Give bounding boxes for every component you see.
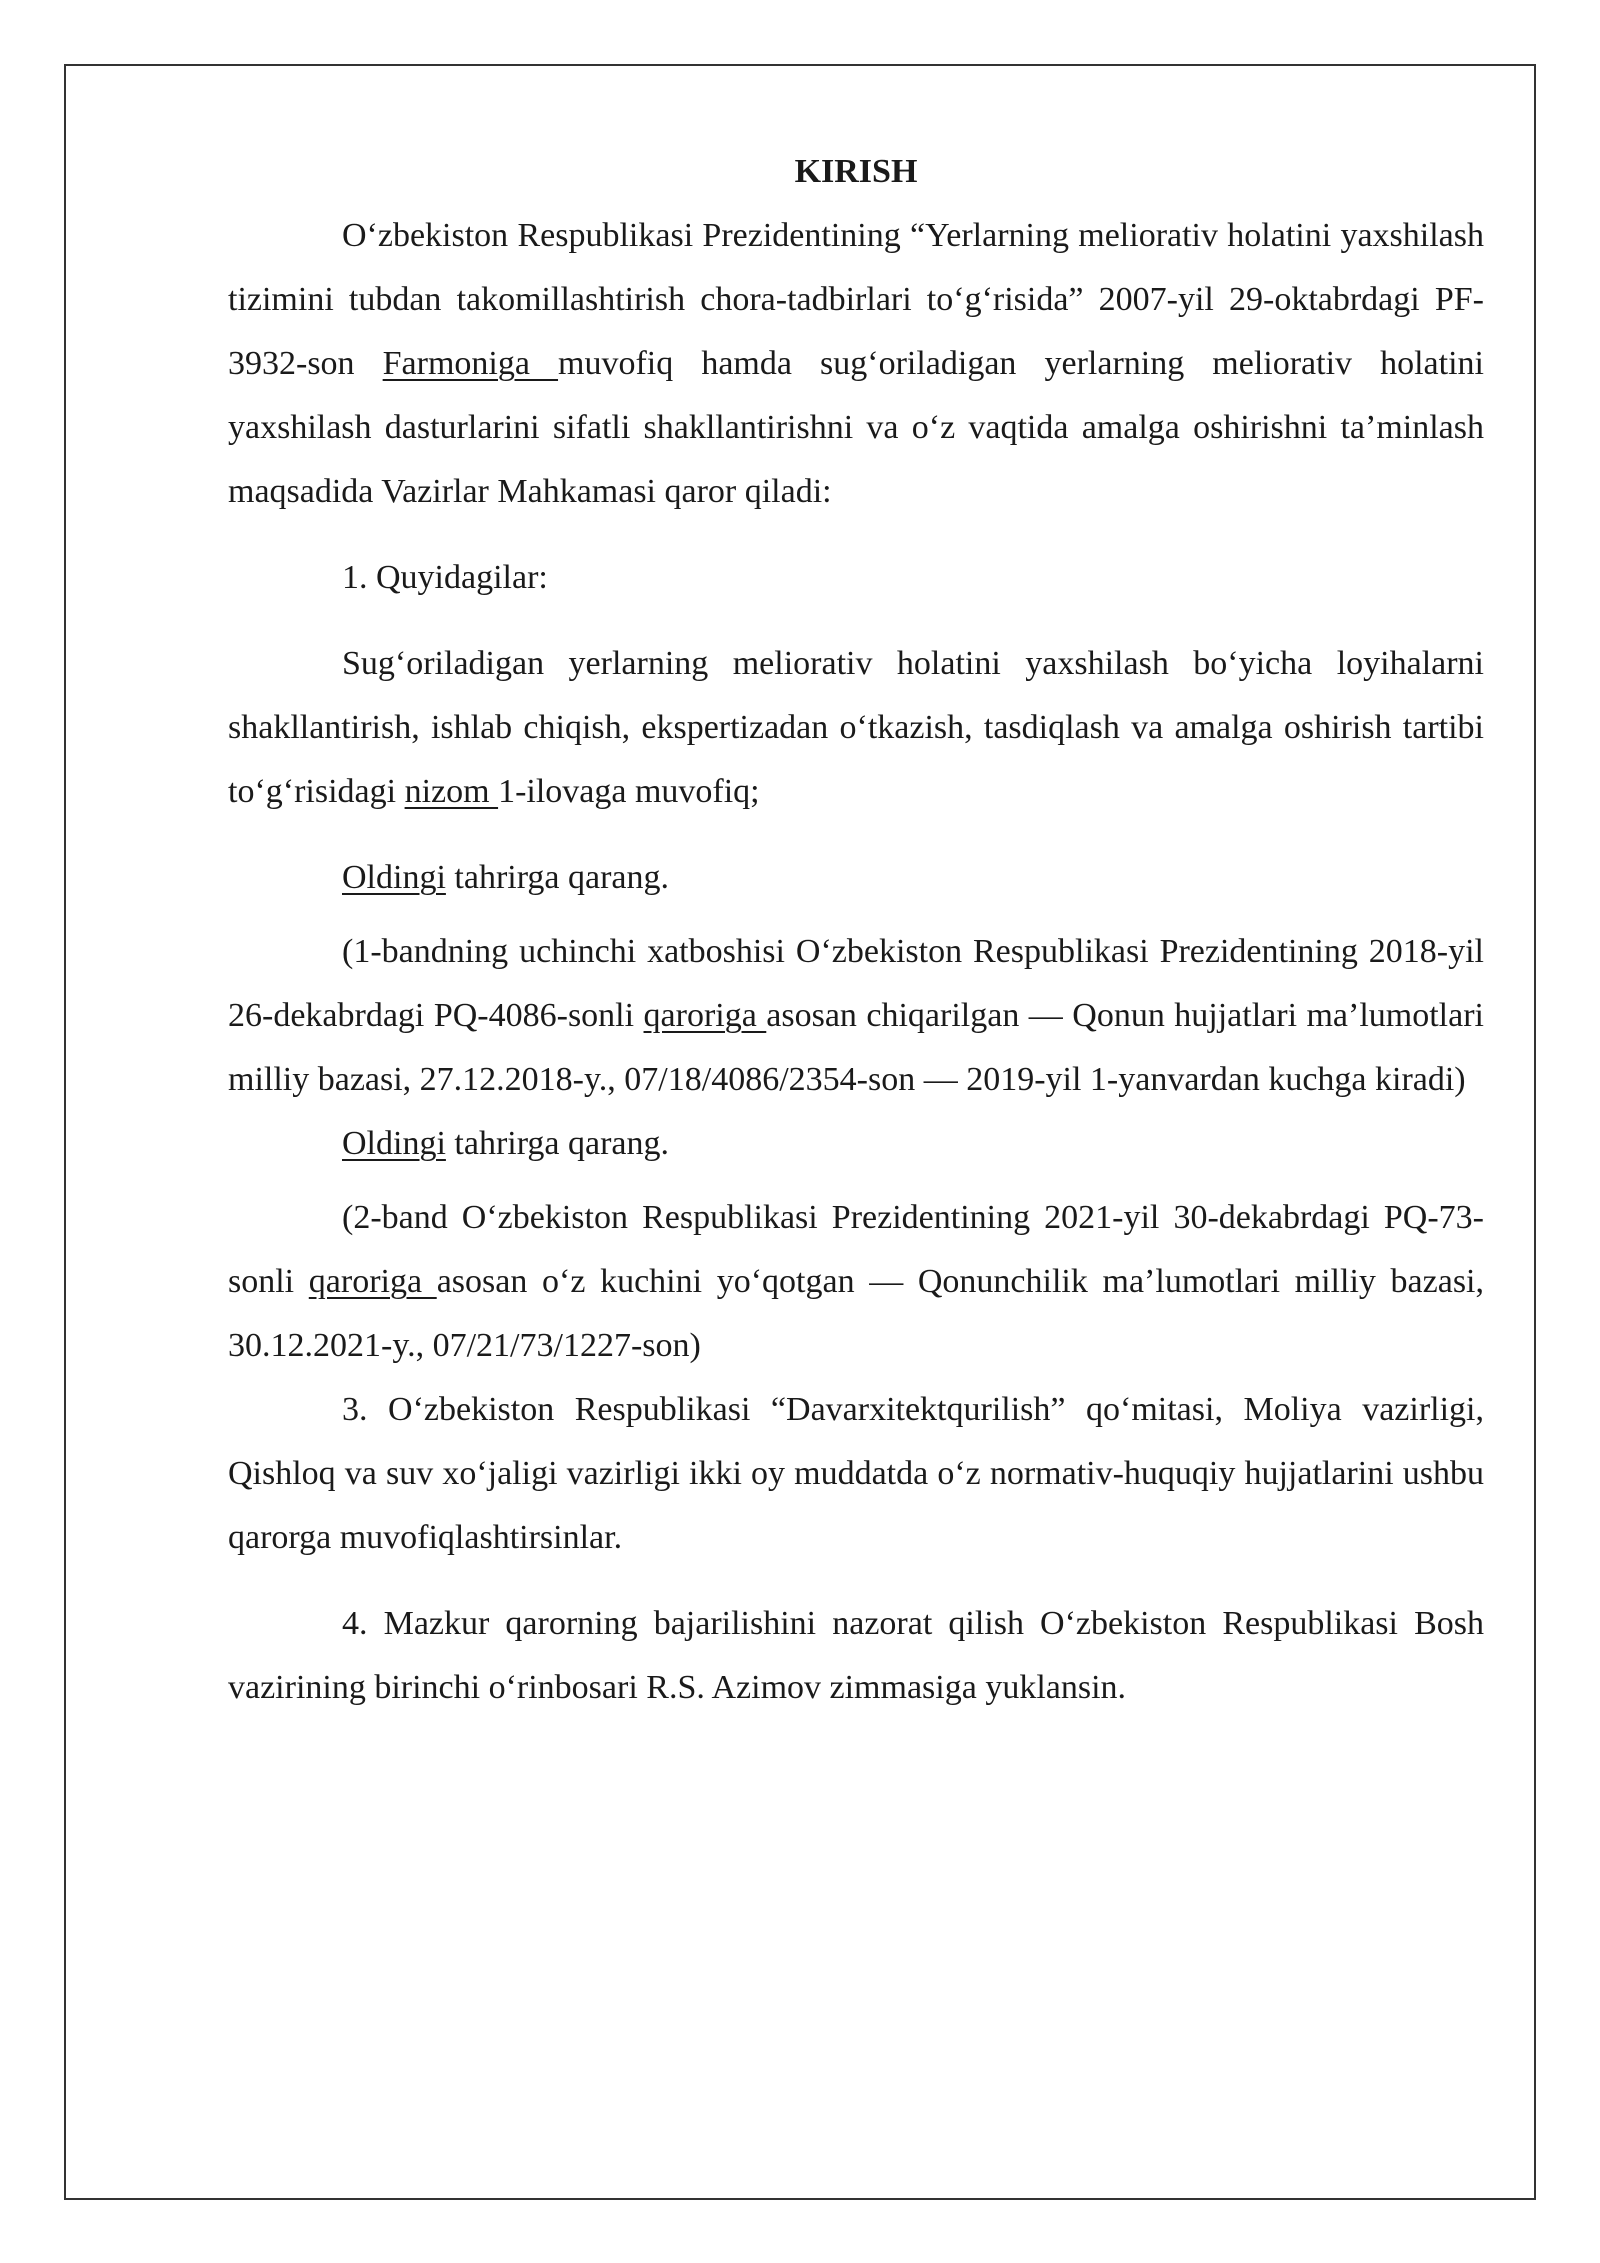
paragraph-note-1 (228, 920, 1484, 1112)
paragraph-item-3: 3. O‘zbekiston Respublikasi “Davarxitektqurilish” qo‘mitasi, Moliya vazirligi, Qishloq va suv xo‘jaligi vazirligi ikki oy muddatda o‘z normativ-huquqiy hujjatlarini ushbu qarorga muvofiqlashtirsinlar. (228, 1391, 1484, 1556)
text-segment: asosan o‘z kuchini yo‘qotgan — Qonunchilik ma’lumotlari milliy bazasi, 30.12.2021-y., 07/21/73/1227-son) (228, 1263, 1485, 1364)
text-segment: 1-ilovaga muvofiq; (498, 773, 760, 810)
paragraph-oldingi-2 (228, 1112, 1484, 1176)
farmoniga-link[interactable]: Farmoniga (382, 345, 559, 382)
text-segment: (1-bandning uchinchi xatboshisi O‘zbekiston Respublikasi Prezidentining 2018-yil 26-dekabrdagi PQ-4086-sonli (228, 933, 1484, 1034)
text-segment: muvofiq hamda sug‘oriladigan yerlarning meliorativ holatini yaxshilash dasturlarini sifatli shakllantirishni va o‘z vaqtida amalga oshirishni ta’minlash maqsadida Vazirlar Mahkamasi qaror qiladi: (228, 345, 1484, 510)
document-body (228, 148, 1484, 1720)
text-segment: asosan chiqarilgan — Qonun hujjatlari ma’lumotlari milliy bazasi, 27.12.2018-y., 07/18/4086/2354-son — 2019-yil 1-yanvardan kuchga kiradi) (228, 997, 1484, 1098)
text-segment: O‘zbekiston Respublikasi Prezidentining “Yerlarning meliorativ holatini yaxshilash tizimini tubdan takomillashtirish chora-tadbirlari to‘g‘risida” 2007-yil 29-oktabrdagi PF-3932-son (228, 217, 1484, 382)
paragraph-note-2 (228, 1186, 1484, 1378)
paragraph-item-1: 1. Quyidagilar: (342, 559, 548, 596)
qaroriga-link[interactable]: qaroriga (643, 997, 767, 1034)
text-segment: tahrirga qarang. (445, 859, 670, 896)
nizom-link[interactable]: nizom (404, 773, 499, 810)
text-segment: Sug‘oriladigan yerlarning meliorativ holatini yaxshilash bo‘yicha loyihalarni shakllantirish, ishlab chiqish, ekspertizadan o‘tkazish, tasdiqlash va amalga oshirish tartibi to‘g‘risidagi (228, 645, 1484, 810)
text-segment: tahrirga qarang. (445, 1125, 670, 1162)
paragraph-oldingi-1 (228, 846, 1484, 910)
paragraph-preamble (228, 204, 1484, 524)
document-title: KIRISH (794, 153, 918, 190)
oldingi-link[interactable]: Oldingi (342, 859, 446, 896)
text-segment: (2-band O‘zbekiston Respublikasi Prezidentining 2021-yil 30-dekabrdagi PQ-73-sonli (228, 1199, 1484, 1300)
oldingi-link[interactable]: Oldingi (342, 1125, 446, 1162)
qaroriga-link[interactable]: qaroriga (308, 1263, 437, 1300)
paragraph-item-4: 4. Mazkur qarorning bajarilishini nazorat qilish O‘zbekiston Respublikasi Bosh vazirining birinchi o‘rinbosari R.S. Azimov zimmasiga yuklansin. (228, 1605, 1484, 1706)
paragraph-nizom (228, 632, 1484, 824)
